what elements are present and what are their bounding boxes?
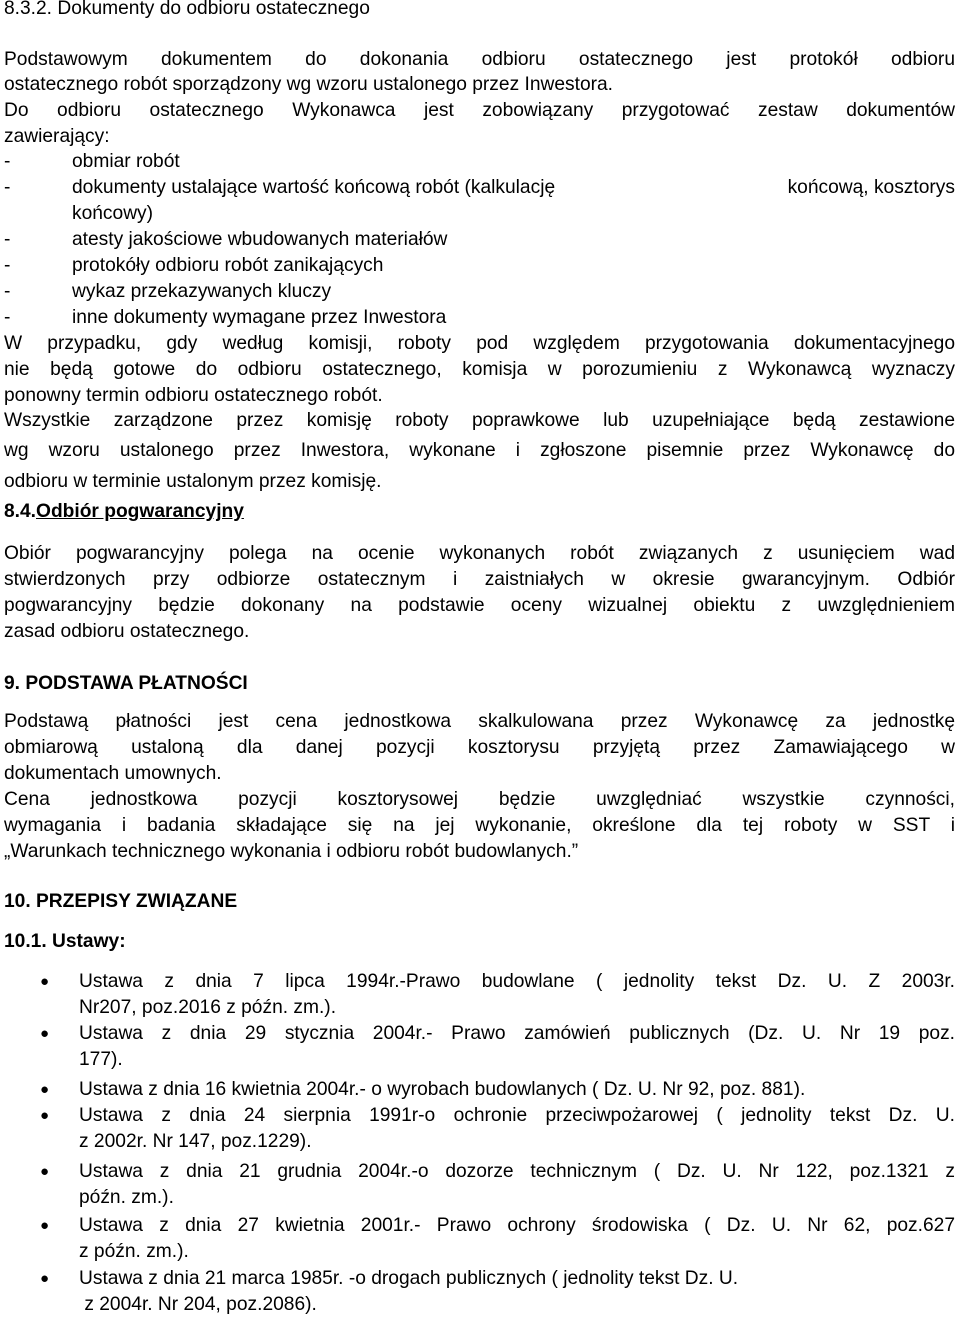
bullet-icon: ● <box>40 1217 50 1234</box>
list-item: Ustawa z dnia 21 grudnia 2004r.-o dozorze technicznym ( Dz. U. Nr 122, poz.1321 z <box>79 1161 955 1182</box>
list-item-continuation: z późn. zm.). <box>79 1241 189 1262</box>
dash-item: atesty jakościowe wbudowanych materiałów <box>72 229 448 250</box>
paragraph-line: ostatecznego robót sporządzony wg wzoru ustalonego przez Inwestora. <box>4 74 614 95</box>
dash-marker: - <box>4 307 11 328</box>
dash-marker: - <box>4 151 11 172</box>
dash-item: obmiar robót <box>72 151 180 172</box>
section-title: Odbiór pogwarancyjny <box>36 501 244 522</box>
paragraph-line: ponowny termin odbioru ostatecznego robót. <box>4 385 383 406</box>
paragraph-line: Obiór pogwarancyjny polega na ocenie wykonanych robót związanych z usunięciem wad <box>4 543 955 564</box>
dash-item: dokumenty ustalające wartość końcową robót (kalkulację <box>72 177 556 198</box>
paragraph-line: Podstawą płatności jest cena jednostkowa skalkulowana przez Wykonawcę za jednostkę <box>4 711 955 732</box>
paragraph-line: obmiarową ustaloną dla danej pozycji kosztorysu przyjętą przez Zamawiającego w <box>4 737 955 758</box>
section-heading-10-1: 10.1. Ustawy: <box>4 931 126 952</box>
list-item: Ustawa z dnia 7 lipca 1994r.-Prawo budowlane ( jednolity tekst Dz. U. Z 2003r. <box>79 971 955 992</box>
paragraph-line: zawierający: <box>4 126 110 147</box>
paragraph-line: Do odbioru ostatecznego Wykonawca jest zobowiązany przygotować zestaw dokumentów <box>4 100 955 121</box>
section-heading-8-4 <box>4 499 955 525</box>
paragraph-line: nie będą gotowe do odbioru ostatecznego, komisja w porozumieniu z Wykonawcą wyznaczy <box>4 359 955 380</box>
bullet-icon: ● <box>40 973 50 990</box>
list-item: Ustawa z dnia 29 stycznia 2004r.- Prawo zamówień publicznych (Dz. U. Nr 19 poz. <box>79 1023 955 1044</box>
list-item-continuation: Nr207, poz.2016 z późn. zm.). <box>79 997 337 1018</box>
paragraph-line: W przypadku, gdy według komisji, roboty pod względem przygotowania dokumentacyjnego <box>4 333 955 354</box>
section-heading-9: 9. PODSTAWA PŁATNOŚCI <box>4 673 248 694</box>
paragraph-line: „Warunkach technicznego wykonania i odbioru robót budowlanych.” <box>4 841 579 862</box>
paragraph-line: dokumentach umownych. <box>4 763 222 784</box>
paragraph-line: stwierdzonych przy odbiorze ostatecznym i zaistniałych w okresie gwarancyjnym. Odbiór <box>4 569 955 590</box>
list-item-continuation: późn. zm.). <box>79 1187 174 1208</box>
section-number: 8.4. <box>4 501 37 522</box>
dash-marker: - <box>4 177 11 198</box>
section-heading-8-3-2: 8.3.2. Dokumenty do odbioru ostatecznego <box>4 0 370 19</box>
paragraph-line: odbioru w terminie ustalonym przez komisję. <box>4 471 382 492</box>
list-item: Ustawa z dnia 27 kwietnia 2001r.- Prawo ochrony środowiska ( Dz. U. Nr 62, poz.627 <box>79 1215 955 1236</box>
bullet-icon: ● <box>40 1081 50 1098</box>
dash-item-continuation: końcową, kosztorys <box>787 177 955 198</box>
paragraph-line: zasad odbioru ostatecznego. <box>4 621 250 642</box>
list-item-continuation: 177). <box>79 1049 123 1070</box>
paragraph-line: wg wzoru ustalonego przez Inwestora, wykonane i zgłoszone pisemnie przez Wykonawcę do <box>4 440 955 461</box>
paragraph-line: Podstawowym dokumentem do dokonania odbioru ostatecznego jest protokół odbioru <box>4 49 955 70</box>
list-item: Ustawa z dnia 16 kwietnia 2004r.- o wyrobach budowlanych ( Dz. U. Nr 92, poz. 881). <box>79 1079 806 1100</box>
list-item-continuation: z 2004r. Nr 204, poz.2086). <box>79 1294 317 1315</box>
list-item-continuation: z 2002r. Nr 147, poz.1229). <box>79 1131 312 1152</box>
list-item: Ustawa z dnia 24 sierpnia 1991r-o ochronie przeciwpożarowej ( jednolity tekst Dz. U. <box>79 1105 955 1126</box>
section-heading-10: 10. PRZEPISY ZWIĄZANE <box>4 891 238 912</box>
bullet-icon: ● <box>40 1107 50 1124</box>
paragraph-line: wymagania i badania składające się na jej wykonanie, określone dla tej roboty w SST i <box>4 815 955 836</box>
list-item: Ustawa z dnia 21 marca 1985r. -o drogach publicznych ( jednolity tekst Dz. U. <box>79 1268 739 1289</box>
dash-item: wykaz przekazywanych kluczy <box>72 281 332 302</box>
bullet-icon: ● <box>40 1270 50 1287</box>
paragraph-line: Cena jednostkowa pozycji kosztorysowej będzie uwzględniać wszystkie czynności, <box>4 789 955 810</box>
dash-marker: - <box>4 229 11 250</box>
dash-marker: - <box>4 281 11 302</box>
paragraph-line: pogwarancyjny będzie dokonany na podstawie oceny wizualnej obiektu z uwzględnieniem <box>4 595 955 616</box>
dash-item: protokóły odbioru robót zanikających <box>72 255 384 276</box>
dash-item-continuation: końcowy) <box>72 203 154 224</box>
dash-marker: - <box>4 255 11 276</box>
dash-item: inne dokumenty wymagane przez Inwestora <box>72 307 447 328</box>
paragraph-line: Wszystkie zarządzone przez komisję roboty poprawkowe lub uzupełniające będą zestawione <box>4 410 955 431</box>
bullet-icon: ● <box>40 1025 50 1042</box>
bullet-icon: ● <box>40 1163 50 1180</box>
